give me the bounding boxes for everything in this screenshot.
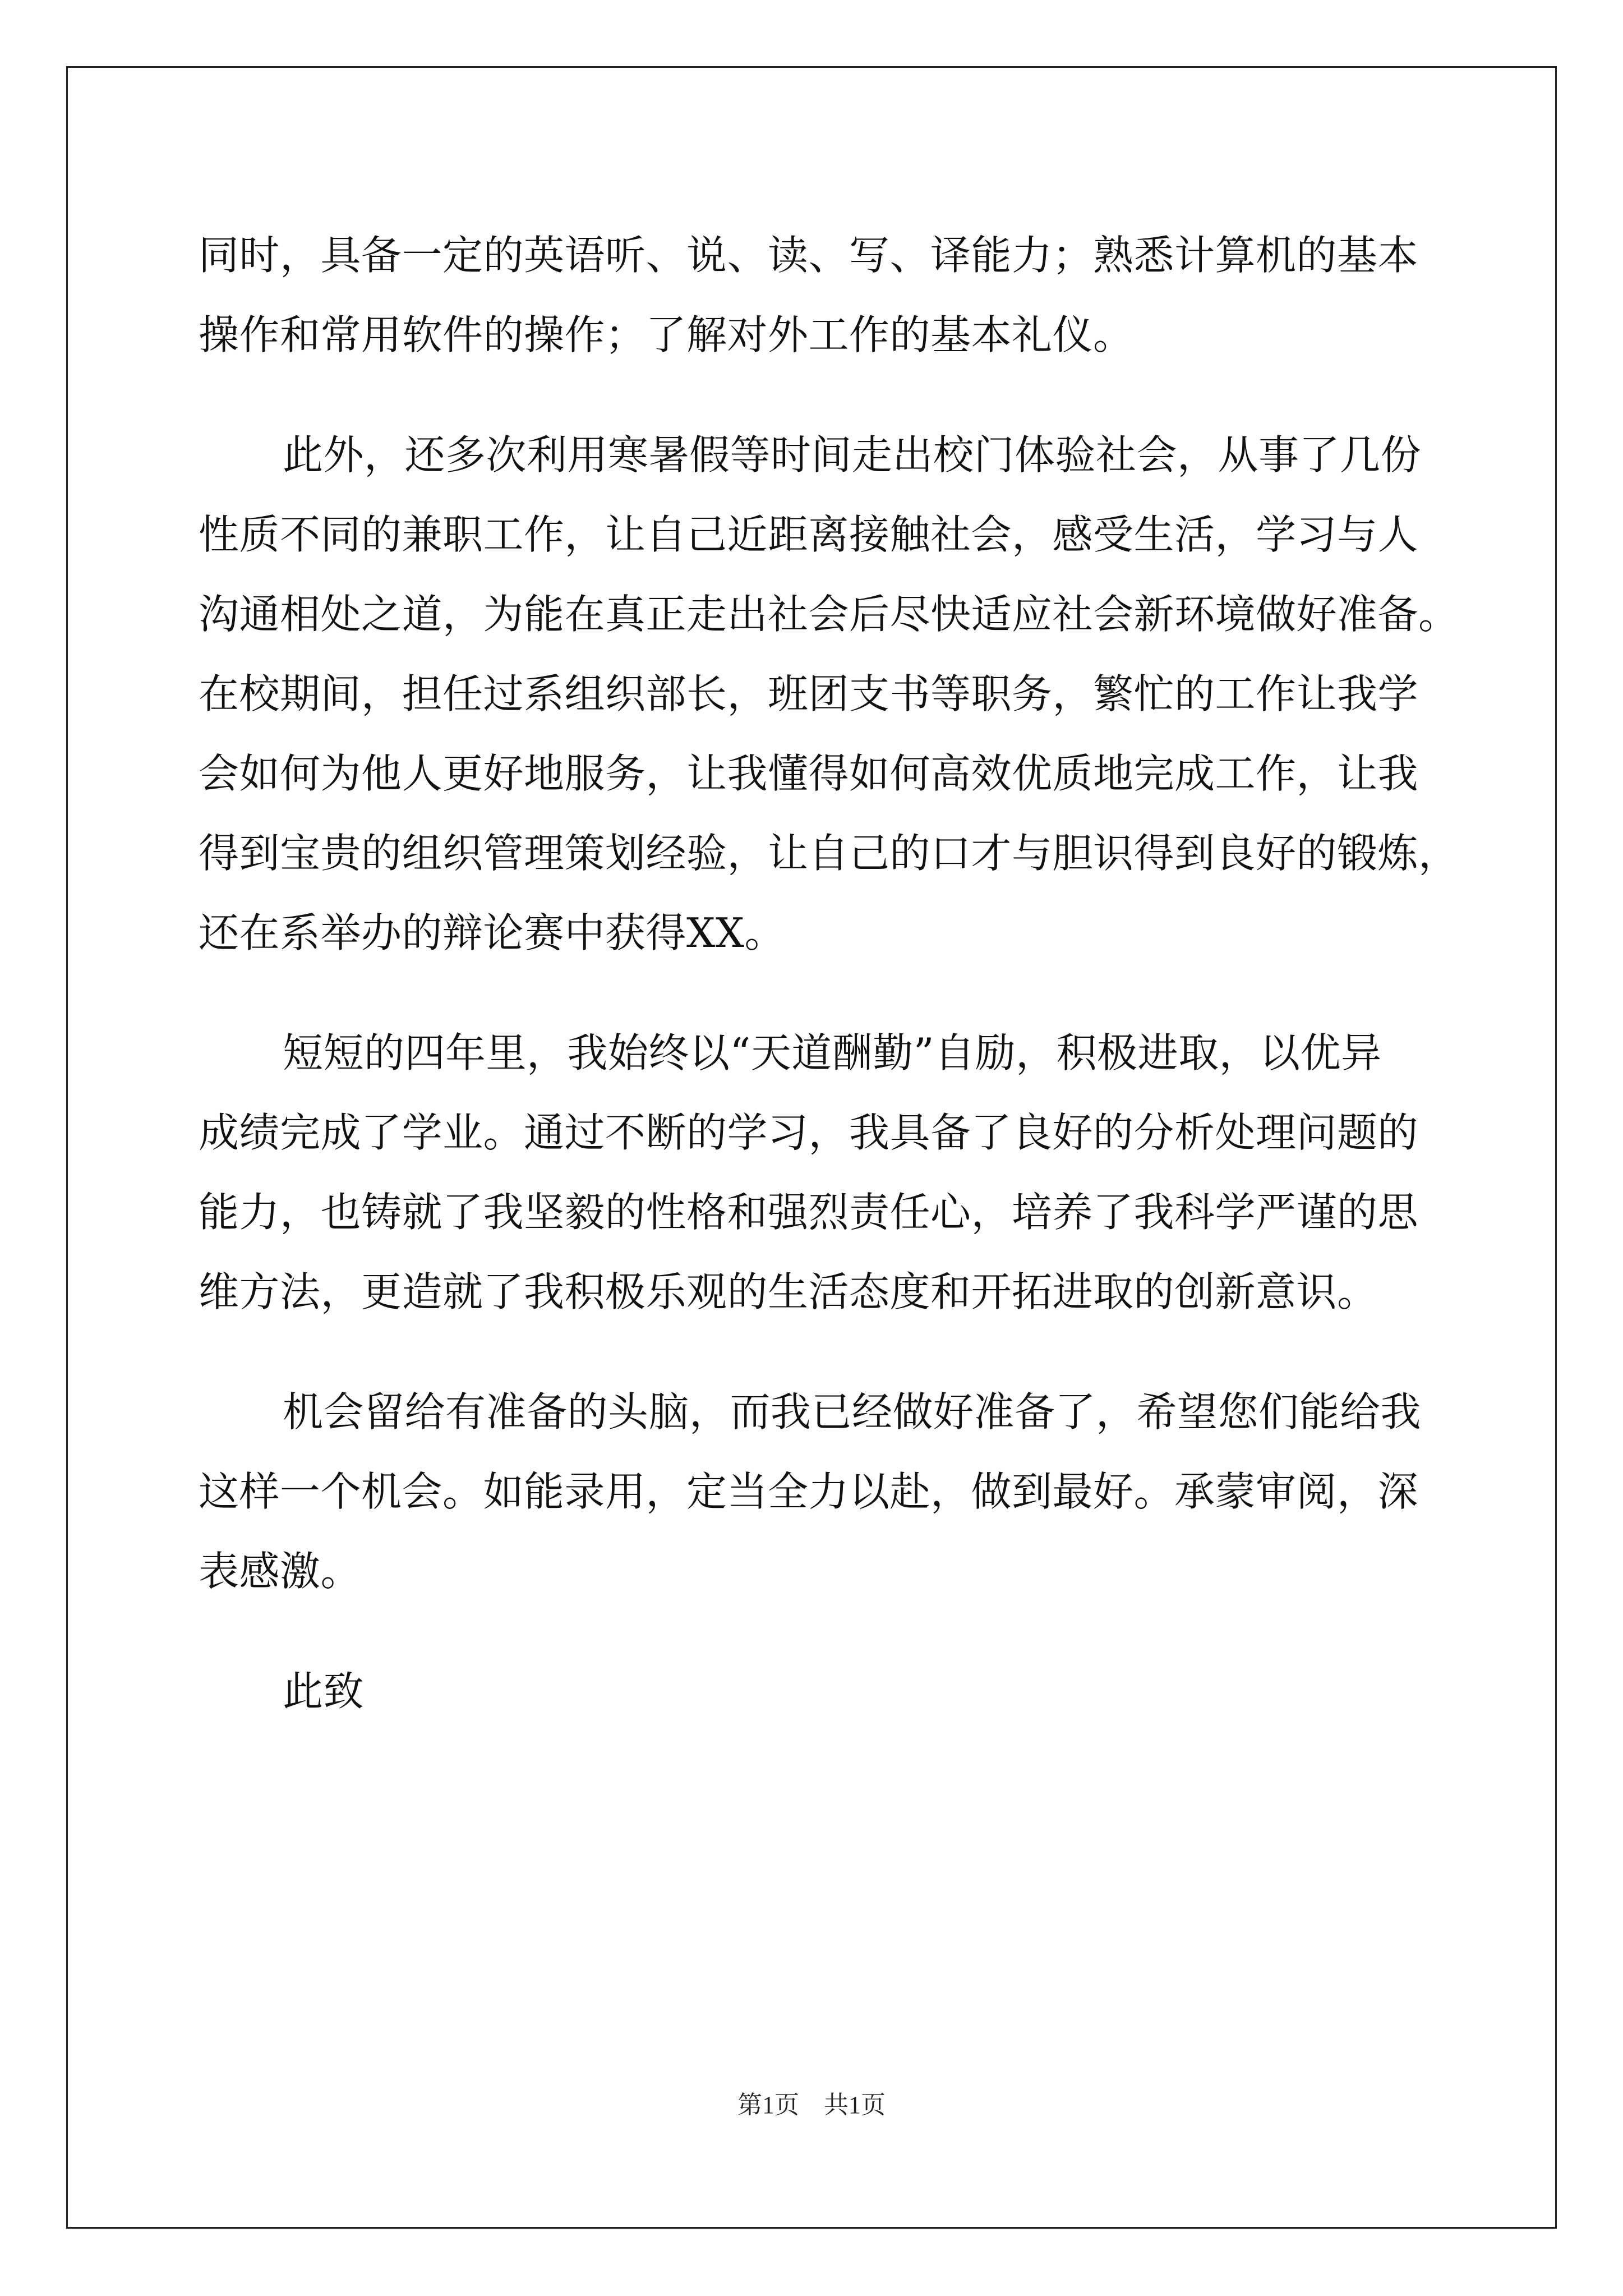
text-line: 此外，还多次利用寒暑假等时间走出校门体验社会，从事了几份: [283, 431, 1422, 478]
text-line: 性质不同的兼职工作，让自己近距离接触社会，感受生活，学习与人: [199, 511, 1419, 558]
text-line: 成绩完成了学业。通过不断的学习，我具备了良好的分析处理问题的: [199, 1109, 1419, 1156]
paragraph-gap: [199, 1332, 1432, 1372]
page-number-label: 第1页 共1页: [737, 2091, 886, 2119]
text-line: 表感激。: [199, 1548, 362, 1595]
paragraph: [199, 415, 1459, 973]
paragraph-gap: [199, 375, 1432, 415]
document-body: [199, 215, 1459, 1731]
paragraph-gap: [199, 973, 1432, 1013]
text-line: 会如何为他人更好地服务，让我懂得如何高效优质地完成工作，让我: [199, 750, 1419, 797]
paragraph: [199, 1372, 1432, 1611]
text-line: 在校期间，担任过系组织部长，班团支书等职务，繁忙的工作让我学: [199, 670, 1419, 717]
text-line: 能力，也铸就了我坚毅的性格和强烈责任心，培养了我科学严谨的思: [199, 1189, 1419, 1236]
text-line: 沟通相处之道，为能在真正走出社会后尽快适应社会新环境做好准备。: [199, 591, 1459, 638]
paragraph-gap: [199, 1611, 1432, 1651]
text-line: 得到宝贵的组织管理策划经验，让自己的口才与胆识得到良好的锻炼，: [199, 830, 1459, 877]
text-line: 维方法，更造就了我积极乐观的生活态度和开拓进取的创新意识。: [199, 1268, 1378, 1315]
text-line: 操作和常用软件的操作；了解对外工作的基本礼仪。: [199, 311, 1134, 358]
paragraph: [199, 215, 1432, 375]
text-line: 短短的四年里，我始终以“天道酬勤”自励，积极进取，以优异: [283, 1029, 1382, 1076]
paragraph: [199, 1013, 1432, 1332]
text-line: 还在系举办的辩论赛中获得XX。: [199, 909, 786, 956]
page-footer: [0, 2085, 1623, 2120]
text-line: 这样一个机会。如能录用，定当全力以赴，做到最好。承蒙审阅，深: [199, 1468, 1419, 1515]
text-line: 机会留给有准备的头脑，而我已经做好准备了，希望您们能给我: [283, 1388, 1422, 1435]
closing-paragraph: [199, 1651, 1432, 1731]
text-line: 同时，具备一定的英语听、说、读、写、译能力；熟悉计算机的基本: [199, 232, 1419, 279]
closing-line: 此致: [283, 1668, 365, 1715]
